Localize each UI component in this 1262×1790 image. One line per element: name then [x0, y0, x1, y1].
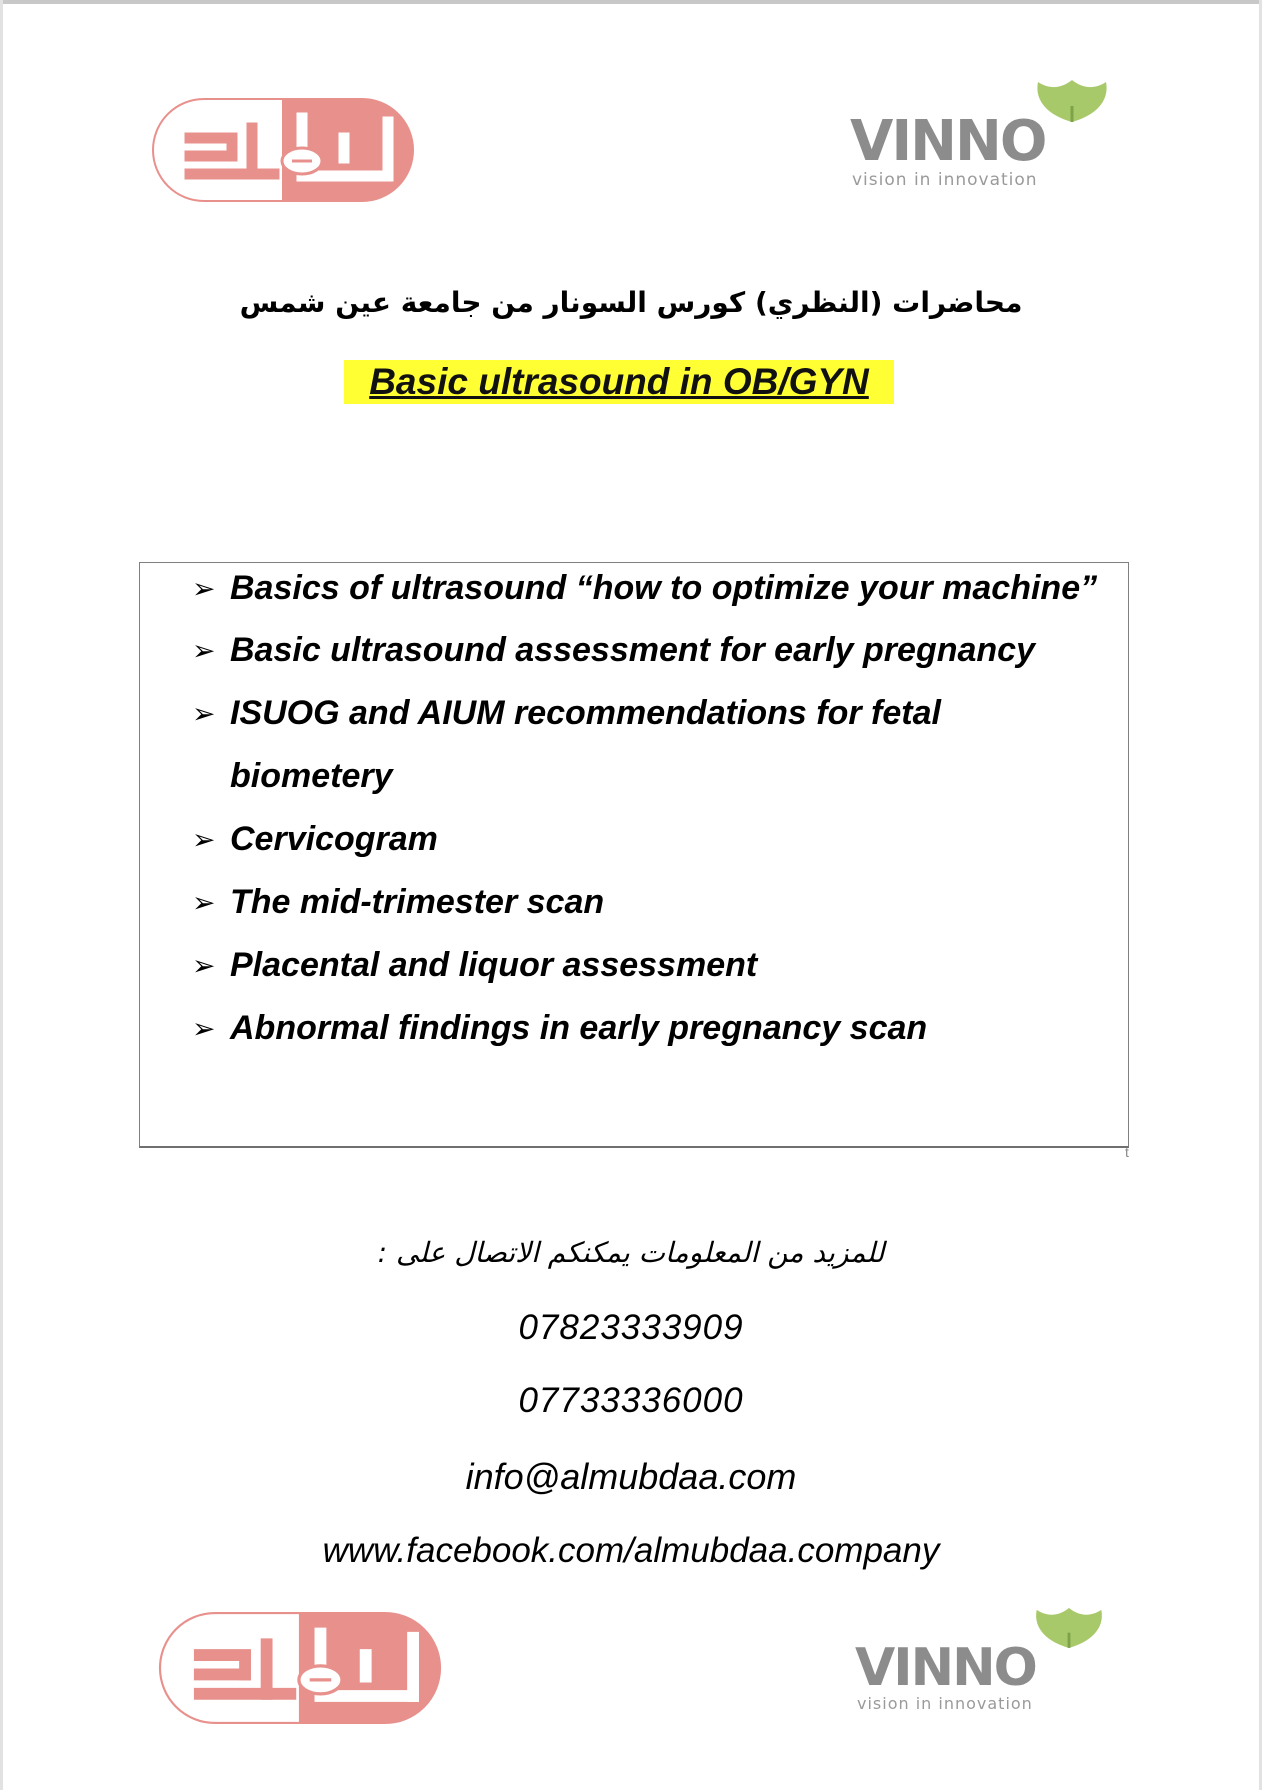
- page-top-edge: [0, 0, 1262, 4]
- contact-phone-2: 07733336000: [518, 1381, 744, 1420]
- box-corner-mark: t: [1125, 1144, 1129, 1160]
- topic-text: Cervicogram: [230, 820, 438, 858]
- topic-text: Basics of ultrasound “how to optimize your machine”: [230, 569, 1098, 607]
- topic-text: Placental and liquor assessment: [230, 946, 758, 984]
- contact-email[interactable]: info@almubdaa.com: [465, 1456, 797, 1497]
- topic-text: ISUOG and AIUM recommendations for fetal biometery: [230, 694, 941, 795]
- arrowhead-bullet-icon: ➢: [192, 697, 216, 730]
- ginkgo-leaf-icon: [1031, 1604, 1107, 1650]
- topic-item: [140, 808, 1128, 871]
- vinno-wordmark: VINNO: [855, 1638, 1036, 1698]
- arrowhead-bullet-icon: ➢: [192, 572, 216, 605]
- topic-item: [140, 871, 1128, 934]
- arrowhead-bullet-icon: ➢: [192, 634, 216, 667]
- topics-box: [139, 562, 1129, 1148]
- vinno-wordmark: VINNO: [850, 109, 1046, 174]
- arrowhead-bullet-icon: ➢: [192, 823, 216, 856]
- topic-item: [140, 682, 1128, 808]
- vinno-tagline: vision in innovation: [857, 1694, 1033, 1713]
- contact-phone-1: 07823333909: [518, 1308, 744, 1347]
- vinno-tagline: vision in innovation: [852, 170, 1038, 190]
- header-vinno-logo: [850, 76, 1120, 190]
- topic-item: [140, 997, 1128, 1060]
- main-course-title: Basic ultrasound in OB/GYN: [344, 360, 894, 404]
- arrowhead-bullet-icon: ➢: [192, 949, 216, 982]
- page-left-edge: [0, 0, 3, 1790]
- mubdaa-logo-icon: [152, 1612, 448, 1724]
- arrowhead-bullet-icon: ➢: [192, 1012, 216, 1045]
- contact-facebook[interactable]: www.facebook.com/almubdaa.company: [322, 1531, 940, 1570]
- footer-mubdaa-logo: [152, 1612, 448, 1724]
- arrowhead-bullet-icon: ➢: [192, 886, 216, 919]
- topic-text: Abnormal findings in early pregnancy scan: [230, 1009, 928, 1047]
- topics-list: [140, 563, 1128, 1066]
- topic-item: [140, 619, 1128, 682]
- mubdaa-logo-icon: [152, 98, 414, 202]
- arabic-course-title: محاضرات (النظري) كورس السونار من جامعة عين شمس: [239, 286, 1023, 319]
- topic-item: [140, 934, 1128, 997]
- topic-text: Basic ultrasound assessment for early pregnancy: [230, 631, 1035, 669]
- topic-item: [140, 557, 1128, 619]
- footer-vinno-logo: [855, 1604, 1115, 1713]
- topic-text: The mid-trimester scan: [230, 883, 605, 921]
- contact-intro: للمزيد من المعلومات يمكنكم الاتصال على :: [377, 1236, 885, 1269]
- header-mubdaa-logo: [152, 98, 414, 202]
